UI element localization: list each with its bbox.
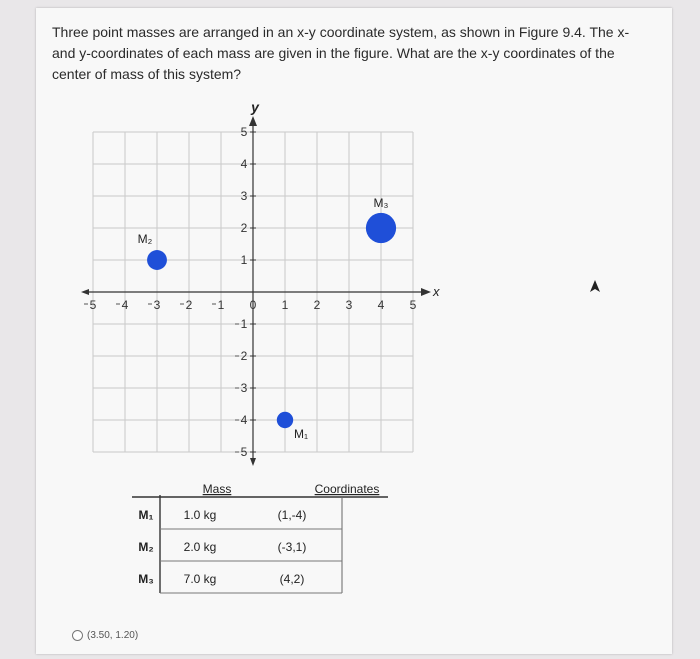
y-tick-label: 3 bbox=[240, 381, 248, 395]
y-tick-label: 5 bbox=[240, 125, 248, 139]
row-coordinates: (4,2) bbox=[279, 572, 305, 586]
x-tick-label: 3 bbox=[153, 298, 161, 312]
point-label-m3: M₃ bbox=[373, 195, 389, 210]
row-mass: 7.0 kg bbox=[183, 572, 217, 586]
question-text: Three point masses are arranged in an x-y coordinate system, as shown in Figure 9.4. The x- and y-coordinates of each mass are given in the figure. What are the x-y coordinates of the center of mass of this system? bbox=[52, 24, 630, 82]
header-coordinates: Coordinates bbox=[314, 482, 380, 496]
x-tick-label: 4 bbox=[121, 298, 129, 312]
x-tick-label: 2 bbox=[185, 298, 193, 312]
mouse-cursor-icon bbox=[590, 280, 600, 292]
y-axis-arrow-icon bbox=[249, 116, 257, 126]
radio-button[interactable] bbox=[72, 630, 83, 641]
x-tick-label: 5 bbox=[89, 298, 97, 312]
x-tick-label: 4 bbox=[377, 298, 385, 312]
x-axis-label: x bbox=[433, 284, 440, 299]
row-coordinates: (1,-4) bbox=[277, 508, 307, 522]
y-axis-label: y bbox=[251, 99, 259, 115]
mass-points bbox=[138, 196, 396, 441]
y-tick-label: 1 bbox=[240, 317, 248, 331]
x-tick-label: 5 bbox=[409, 298, 417, 312]
x-axis-arrow-icon bbox=[421, 288, 431, 296]
y-tick-label: 4 bbox=[240, 157, 248, 171]
x-tick-label: 1 bbox=[281, 298, 289, 312]
y-tick-label: 1 bbox=[240, 253, 248, 267]
point-m1 bbox=[277, 412, 293, 428]
point-m2 bbox=[147, 250, 167, 270]
x-tick-label: 3 bbox=[345, 298, 353, 312]
x-tick-label: 1 bbox=[217, 298, 225, 312]
row-coordinates: (-3,1) bbox=[277, 540, 307, 554]
answer-option-label: (3.50, 1.20) bbox=[87, 630, 139, 641]
row-name: M₃ bbox=[138, 572, 154, 586]
point-label-m1: M₁ bbox=[293, 427, 309, 441]
row-name: M₂ bbox=[138, 540, 154, 554]
y-tick-label: 5 bbox=[240, 445, 248, 459]
point-label-m2: M₂ bbox=[137, 232, 153, 247]
y-tick-label: 2 bbox=[240, 349, 248, 363]
x-tick-label: 0 bbox=[249, 298, 257, 312]
mass-table bbox=[132, 482, 388, 593]
header-mass: Mass bbox=[202, 482, 232, 496]
row-mass: 2.0 kg bbox=[183, 540, 217, 554]
y-tick-label: 3 bbox=[240, 189, 248, 203]
point-m3 bbox=[366, 213, 396, 243]
row-name: M₁ bbox=[138, 508, 154, 522]
y-tick-label: 2 bbox=[240, 221, 248, 235]
y-axis-down-arrow-icon bbox=[250, 458, 256, 466]
y-tick-label: 4 bbox=[240, 413, 248, 427]
x-tick-label: 2 bbox=[313, 298, 321, 312]
x-axis-left-arrow-icon bbox=[81, 289, 89, 295]
axes bbox=[81, 99, 440, 466]
answer-option[interactable] bbox=[72, 630, 138, 641]
row-mass: 1.0 kg bbox=[183, 508, 217, 522]
